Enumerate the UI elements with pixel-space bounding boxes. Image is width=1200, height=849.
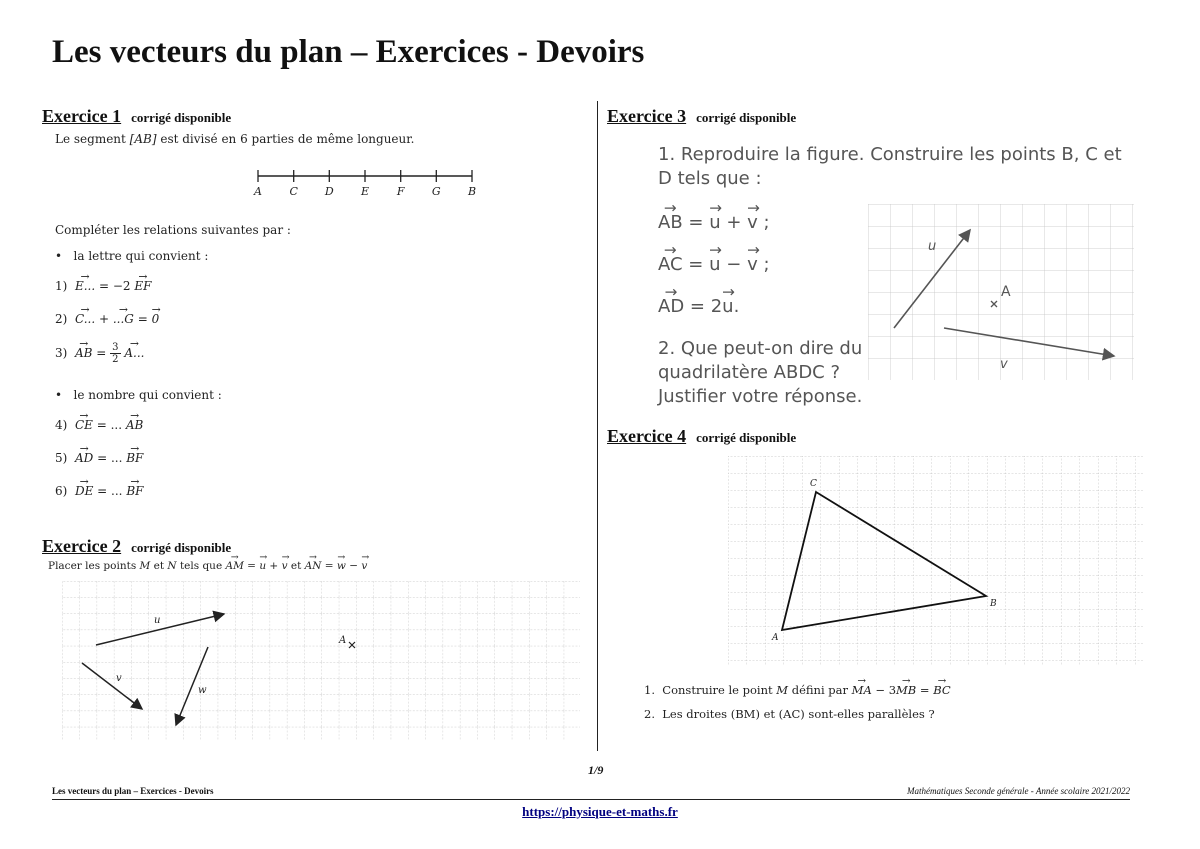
text: Les droites (BM) et (AC) sont-elles parallèles ? (662, 707, 935, 721)
intro-segment: [AB] (129, 132, 157, 146)
text: − (345, 560, 362, 572)
text: − 3 (871, 683, 897, 697)
question-4 (55, 418, 143, 432)
q-num: 3) (55, 346, 68, 360)
ex3-relation-2 (658, 254, 770, 275)
q-num: 1) (55, 279, 68, 293)
q-num: 2. (644, 707, 655, 721)
text: = (682, 212, 710, 233)
point-label-c: C (289, 185, 298, 198)
point-m: M (139, 560, 151, 572)
exercise-4-header (607, 426, 796, 447)
text: et (287, 560, 305, 572)
vector: → C... (75, 312, 95, 326)
point-a-label: A (772, 633, 779, 643)
q-op: = ... (93, 484, 127, 498)
vector: → CE (75, 418, 93, 432)
text: = (321, 560, 337, 572)
point-label-d: D (324, 185, 334, 198)
exercise-2-note: corrigé disponible (131, 540, 232, 555)
vector: → MA (852, 683, 872, 697)
vector: → AC (658, 254, 683, 275)
vector-v-label: v (1000, 357, 1008, 372)
vector: → MB (896, 683, 916, 697)
exercise-4-grid-figure (728, 456, 1144, 666)
page-title: Les vecteurs du plan – Exercices - Devoirs (52, 34, 645, 70)
exercise-1-intro (55, 132, 415, 146)
vector: → BF (126, 451, 143, 465)
vector: → E... (75, 279, 95, 293)
text: + (720, 212, 748, 233)
point-a-label: A (1001, 284, 1011, 300)
point-a-label: A (339, 635, 347, 646)
question-2 (55, 312, 159, 326)
vector-v-label: v (116, 673, 122, 684)
point-c-label: C (810, 479, 817, 489)
bullet-letter-text: la lettre qui convient : (73, 249, 209, 263)
vector: → w (337, 560, 346, 572)
bullet-letter: • la lettre qui convient : (55, 249, 209, 263)
q-num: 5) (55, 451, 68, 465)
footer-rule (52, 799, 1130, 800)
intro-text-end: est divisé en 6 parties de même longueur. (156, 132, 415, 146)
text: = (916, 683, 934, 697)
fraction-numerator: 3 (112, 342, 119, 353)
vector: → v (747, 212, 758, 233)
exercise-3-note: corrigé disponible (696, 110, 797, 125)
q-num: 1. (644, 683, 655, 697)
text: ; (757, 212, 770, 233)
exercise-2-label: Exercice 2 (42, 536, 122, 556)
q-op: = ... (92, 418, 126, 432)
question-5 (55, 451, 143, 465)
vector: → BC (933, 683, 950, 697)
point-label-g: G (431, 185, 441, 198)
vector: → 0 (152, 312, 160, 326)
vector: → AD (75, 451, 93, 465)
fraction-denominator: 2 (112, 354, 119, 365)
vector: → v (747, 254, 758, 275)
question-6 (55, 484, 143, 498)
text: Placer les points (48, 560, 140, 572)
text: tels que (176, 560, 226, 572)
point-label-e: E (360, 185, 370, 198)
vector: → BF (126, 484, 143, 498)
point-label-b: B (467, 185, 477, 198)
exercise-1-instruction: Compléter les relations suivantes par : (55, 223, 291, 237)
exercise-1-note: corrigé disponible (131, 110, 232, 125)
ex3-question-2-line-3: Justifier votre réponse. (658, 386, 863, 407)
point-n: N (167, 560, 177, 572)
exercise-3-label: Exercice 3 (607, 106, 687, 126)
fraction (110, 342, 120, 365)
vector: → u (709, 254, 720, 275)
footer-document-title: Les vecteurs du plan – Exercices - Devoirs (52, 786, 214, 796)
vector: → EF (134, 279, 151, 293)
point-label-a: A (254, 185, 262, 198)
page-number: 1/9 (588, 763, 604, 777)
ex3-relation-1 (658, 212, 770, 233)
text: = 2 (684, 296, 723, 317)
q-op: = ... (93, 451, 127, 465)
vector: → DE (75, 484, 93, 498)
question-3 (55, 342, 144, 365)
grid-background (728, 456, 1144, 666)
ex3-relation-3 (658, 296, 739, 317)
vector: → AB (126, 418, 143, 432)
vector: → u (709, 212, 720, 233)
ex3-question-1-line-2: D tels que : (658, 168, 762, 189)
q-op: + (95, 312, 113, 326)
exercise-4-label: Exercice 4 (607, 426, 687, 446)
text: ; (757, 254, 770, 275)
text: − (720, 254, 748, 275)
exercise-2-instruction (48, 560, 367, 572)
vector: → AB (75, 346, 92, 360)
ex4-question-2 (644, 707, 935, 721)
point-b-label: B (990, 599, 997, 609)
vector: → AD (658, 296, 684, 317)
exercise-3-header (607, 106, 796, 127)
segment-ab-figure (240, 164, 490, 200)
vector: → AN (305, 560, 322, 572)
intro-text: Le segment (55, 132, 130, 146)
point-label-f: F (396, 185, 405, 198)
bullet-number: • le nombre qui convient : (55, 388, 222, 402)
footer-course-info: Mathématiques Seconde générale - Année scolaire 2021/2022 (907, 786, 1130, 796)
q-num: 2) (55, 312, 68, 326)
exercise-1-label: Exercice 1 (42, 106, 122, 126)
vector: → v (282, 560, 288, 572)
vector-u-label: u (928, 239, 937, 254)
text: = (682, 254, 710, 275)
vector-w-label: w (198, 685, 207, 696)
vector: → AB (658, 212, 683, 233)
vector: → AM (226, 560, 244, 572)
question-1 (55, 279, 151, 293)
ex3-question-2-line-1: 2. Que peut-on dire du (658, 338, 863, 359)
point-m: M (776, 683, 789, 697)
vector-u-label: u (154, 615, 161, 626)
exercise-2-grid-figure (62, 581, 580, 741)
q-num: 6) (55, 484, 68, 498)
text: + (266, 560, 282, 572)
text: Construire le point (662, 683, 777, 697)
vector: → v (361, 560, 367, 572)
grid-background (62, 581, 580, 741)
column-divider (597, 101, 598, 751)
ex3-question-2-line-2: quadrilatère ABDC ? (658, 362, 841, 383)
text: = (243, 560, 260, 572)
ex4-question-1 (644, 683, 951, 697)
exercise-2-header (42, 536, 231, 557)
exercise-3-grid-figure (868, 204, 1134, 380)
ex3-question-1-line-1: 1. Reproduire la figure. Construire les points B, C et (658, 144, 1122, 165)
text: défini par (788, 683, 852, 697)
exercise-1-header (42, 106, 231, 127)
text: . (733, 296, 740, 317)
vector: → ...G (113, 312, 134, 326)
vector: → A... (124, 346, 144, 360)
bullet-number-text: le nombre qui convient : (73, 388, 222, 402)
text: et (150, 560, 168, 572)
q-op: = (92, 346, 111, 360)
vector: → u (722, 296, 733, 317)
q-num: 4) (55, 418, 68, 432)
website-link[interactable]: https://physique-et-maths.fr (522, 804, 678, 819)
vector: → u (259, 560, 266, 572)
q-op: = −2 (95, 279, 135, 293)
q-op: = (133, 312, 152, 326)
exercise-4-note: corrigé disponible (696, 430, 797, 445)
